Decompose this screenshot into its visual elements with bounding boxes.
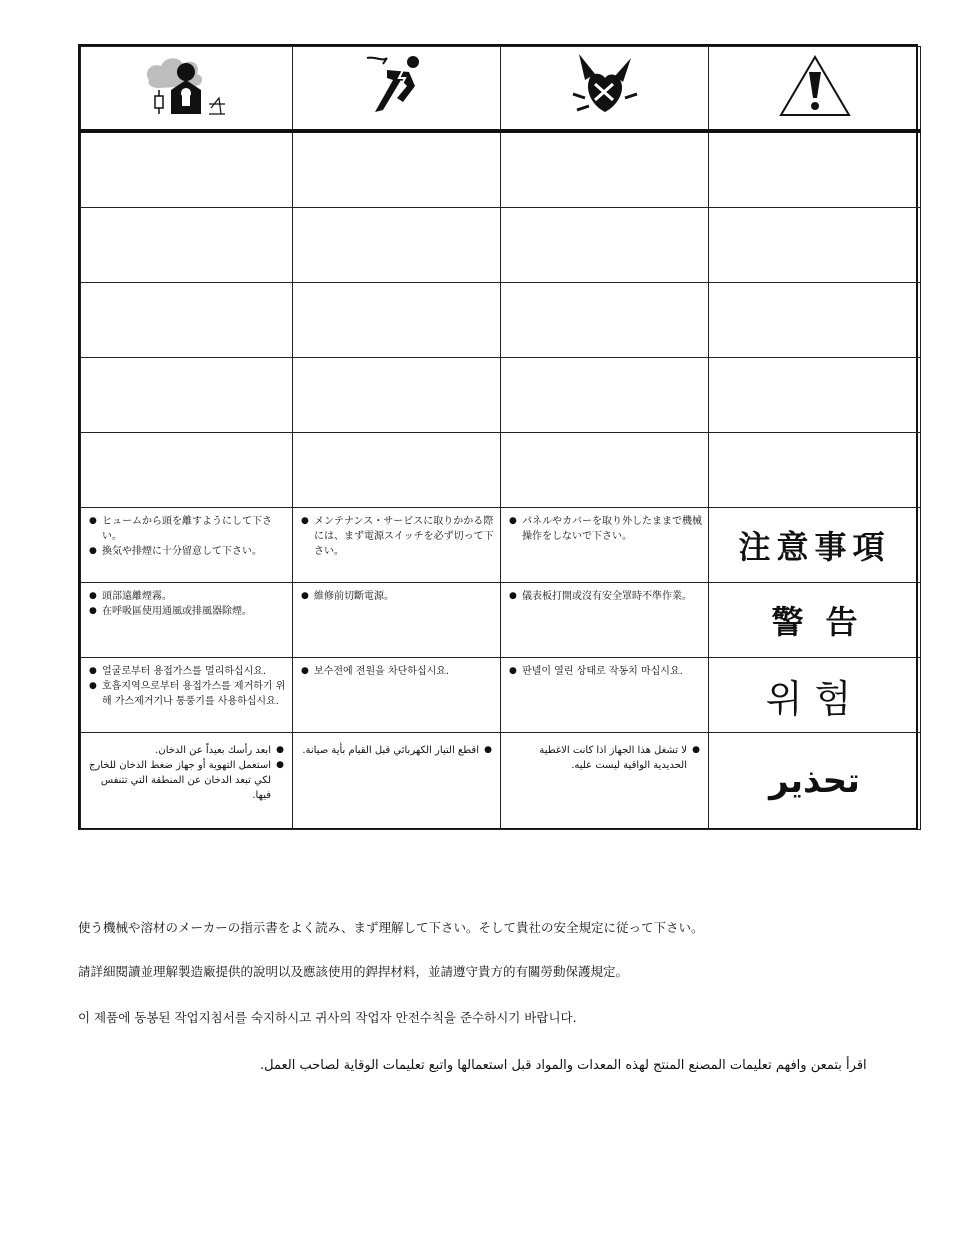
heading-cell xyxy=(709,583,921,658)
blank-cell xyxy=(501,131,709,208)
footer-arabic: اقرأ بتمعن وافهم تعليمات المصنع المنتج لهذه المعدات والمواد قبل استعمالها واتبع تعليمات الوقاية لصاحب العمل. xyxy=(260,1058,867,1073)
electric-shock-icon xyxy=(357,50,437,122)
list-item: ● لا تشغل هذا الجهاز اذا كانت الاغطية الحديدية الواقية ليست عليه. xyxy=(507,743,700,773)
electric-shock-cell xyxy=(293,47,501,132)
list-item: ● 얼굴로부터 용접가스를 멀리하십시요. xyxy=(89,664,286,679)
moving-parts-text-cell xyxy=(501,583,709,658)
heading-cell xyxy=(709,658,921,733)
blank-cell xyxy=(293,358,501,433)
list-item: ● 儀表板打開或沒有安全罩時不準作業。 xyxy=(509,589,702,604)
blank-cell xyxy=(293,283,501,358)
list-item: ● 在呼吸區使用通風或排風器除煙。 xyxy=(89,604,286,619)
heading-cell xyxy=(709,508,921,583)
blank-cell xyxy=(709,358,921,433)
chinese-row xyxy=(81,583,921,658)
shock-text-cell xyxy=(293,508,501,583)
blank-cell xyxy=(709,283,921,358)
list-item: ● ヒュームから頭を離すようにして下さい。 xyxy=(89,514,286,544)
arabic-row xyxy=(81,733,921,830)
moving-parts-text-cell xyxy=(501,508,709,583)
list-item: ● 호흡지역으로부터 용접가스를 제거하기 위해 가스제거기나 통풍기를 사용하십시요. xyxy=(89,679,286,709)
fumes-text-cell xyxy=(81,658,293,733)
blank-cell xyxy=(709,433,921,508)
shock-text-cell xyxy=(293,583,501,658)
blank-cell xyxy=(501,358,709,433)
list-item: ● 維修前切斷電源。 xyxy=(301,589,494,604)
list-item: ● メンテナンス・サービスに取りかかる際には、まず電源スイッチを必ず切って下さい。 xyxy=(301,514,494,559)
blank-cell xyxy=(501,433,709,508)
blank-cell xyxy=(501,283,709,358)
fumes-icon xyxy=(139,50,235,122)
blank-cell xyxy=(81,283,293,358)
blank-cell xyxy=(293,433,501,508)
footer-korean: 이 제품에 동봉된 작업지침서를 숙지하시고 귀사의 작업자 안전수칙을 준수하시기 바랍니다. xyxy=(78,1010,577,1025)
blank-cell xyxy=(81,433,293,508)
safety-warning-table xyxy=(78,44,918,830)
moving-parts-text-cell xyxy=(501,658,709,733)
blank-cell xyxy=(293,131,501,208)
list-item: ● 換気や排煙に十分留意して下さい。 xyxy=(89,544,286,559)
blank-cell xyxy=(81,358,293,433)
shock-text-cell xyxy=(293,658,501,733)
list-item: ● 판넬이 열린 상태로 작동치 마십시요. xyxy=(509,664,702,679)
moving-parts-text-cell xyxy=(501,733,709,830)
chinese-heading: 警告 xyxy=(771,603,880,641)
list-item: ● اقطع التيار الكهربائي قبل القيام بأية صيانة. xyxy=(299,743,492,758)
shock-text-cell xyxy=(293,733,501,830)
blank-cell xyxy=(709,208,921,283)
heading-cell xyxy=(709,733,921,830)
list-item: ● 頭部遠離煙霧。 xyxy=(89,589,286,604)
fumes-text-cell xyxy=(81,733,293,830)
japanese-row xyxy=(81,508,921,583)
blank-cell xyxy=(501,208,709,283)
blank-cell xyxy=(709,131,921,208)
blank-cell xyxy=(81,208,293,283)
footer-japanese: 使う機械や溶材のメーカーの指示書をよく読み、まず理解して下さい。そして貴社の安全規定に従って下さい。 xyxy=(78,920,704,935)
footer-chinese: 請詳細閱讀並理解製造廠提供的說明以及應該使用的銲捍材料，並請遵守貴方的有關勞動保護規定。 xyxy=(78,964,629,979)
warning-triangle-icon xyxy=(779,54,851,118)
korean-row xyxy=(81,658,921,733)
list-item: ● استعمل التهوية أو جهاز ضغط الدخان للخارج لكي تبعد الدخان عن المنطقة التي تتنفس فيها. xyxy=(87,758,284,803)
list-item: ● パネルやカバーを取り外したままで機械操作をしないで下さい。 xyxy=(509,514,702,544)
fumes-text-cell xyxy=(81,583,293,658)
list-item: ● 보수전에 전원을 차단하십시요. xyxy=(301,664,494,679)
blank-cell xyxy=(81,131,293,208)
korean-heading: 위험 xyxy=(765,676,864,721)
japanese-heading: 注意事項 xyxy=(738,528,891,566)
list-item: ● ابعد رأسك بعيداً عن الدخان. xyxy=(87,743,284,758)
moving-parts-cell xyxy=(501,47,709,132)
blank-cell xyxy=(293,208,501,283)
warning-triangle-cell xyxy=(709,47,921,132)
fumes-cell xyxy=(81,47,293,132)
fumes-text-cell xyxy=(81,508,293,583)
moving-parts-icon xyxy=(565,50,645,122)
arabic-heading: تحذير xyxy=(769,761,860,801)
